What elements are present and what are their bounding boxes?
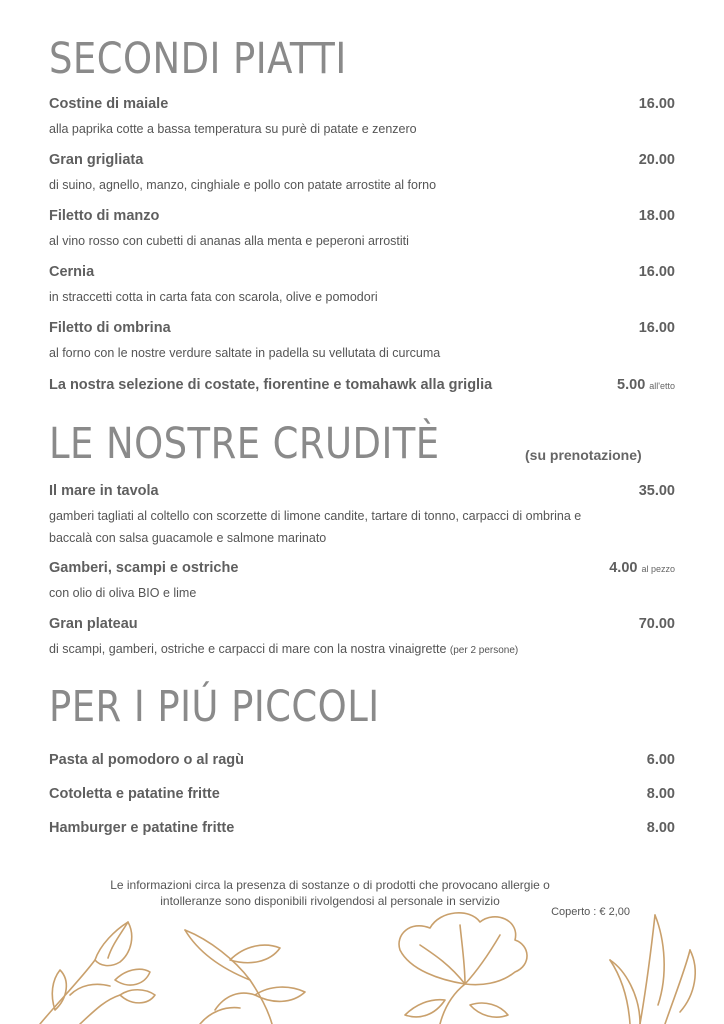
item-name: Gran plateau <box>49 616 138 632</box>
item-description: in straccetti cotta in carta fata con scarola, olive e pomodori <box>49 290 378 304</box>
item-name: Cotoletta e patatine fritte <box>49 786 220 802</box>
cover-charge: Coperto : € 2,00 <box>551 906 630 918</box>
item-price: 70.00 <box>638 616 675 632</box>
section-title-secondi: SECONDI PIATTI <box>49 34 347 84</box>
item-description: al forno con le nostre verdure saltate in padella su vellutata di curcuma <box>49 346 441 360</box>
reservation-note: (su prenotazione) <box>525 447 642 463</box>
item-price: 16.00 <box>638 320 675 336</box>
item-name: Filetto di ombrina <box>49 320 171 336</box>
item-description: alla paprika cotte a bassa temperatura su purè di patate e zenzero <box>49 122 417 136</box>
item-price: 6.00 <box>646 752 675 768</box>
item-name: La nostra selezione di costate, fiorentine e tomahawk alla griglia <box>49 377 493 393</box>
item-price: 8.00 <box>646 820 675 836</box>
price-unit: all'etto <box>649 381 675 391</box>
allergen-line-2: intolleranze sono disponibili rivolgendosi al personale in servizio <box>160 894 500 908</box>
item-price: 18.00 <box>638 208 675 224</box>
item-description <box>49 638 609 662</box>
price-value: 4.00 <box>609 560 638 576</box>
section-title-piccoli: PER I PIÚ PICCOLI <box>49 682 380 732</box>
item-name: Gamberi, scampi e ostriche <box>49 560 239 576</box>
item-name: Cernia <box>49 264 95 280</box>
item-name: Gran grigliata <box>49 152 144 168</box>
item-name: Costine di maiale <box>49 96 169 112</box>
item-name: Pasta al pomodoro o al ragù <box>49 752 244 768</box>
item-description: gamberi tagliati al coltello con scorzette di limone candite, tartare di tonno, carpacci di ombrina e baccalà con salsa guacamole e salmone marinato <box>49 509 582 545</box>
item-description: con olio di oliva BIO e lime <box>49 586 197 600</box>
item-price <box>617 377 675 393</box>
serving-note: (per 2 persone) <box>449 645 519 656</box>
item-description: al vino rosso con cubetti di ananas alla menta e peperoni arrostiti <box>49 234 409 248</box>
item-price: 35.00 <box>638 483 675 499</box>
item-name: Il mare in tavola <box>49 483 159 499</box>
item-price <box>609 560 675 576</box>
section-title-crudite: LE NOSTRE CRUDITÈ <box>49 419 440 469</box>
item-price: 16.00 <box>638 264 675 280</box>
item-price: 16.00 <box>638 96 675 112</box>
price-value: 5.00 <box>617 377 646 393</box>
item-name: Filetto di manzo <box>49 208 160 224</box>
allergen-line-1: Le informazioni circa la presenza di sostanze o di prodotti che provocano allergie o <box>110 878 550 892</box>
floral-decoration-icon <box>0 900 724 1024</box>
item-name: Hamburger e patatine fritte <box>49 820 235 836</box>
item-description: di suino, agnello, manzo, cinghiale e pollo con patate arrostite al forno <box>49 178 437 192</box>
item-price: 20.00 <box>638 152 675 168</box>
price-unit: al pezzo <box>641 564 675 574</box>
item-price: 8.00 <box>646 786 675 802</box>
description-text: di scampi, gamberi, ostriche e carpacci di mare con la nostra vinaigrette <box>49 642 447 656</box>
